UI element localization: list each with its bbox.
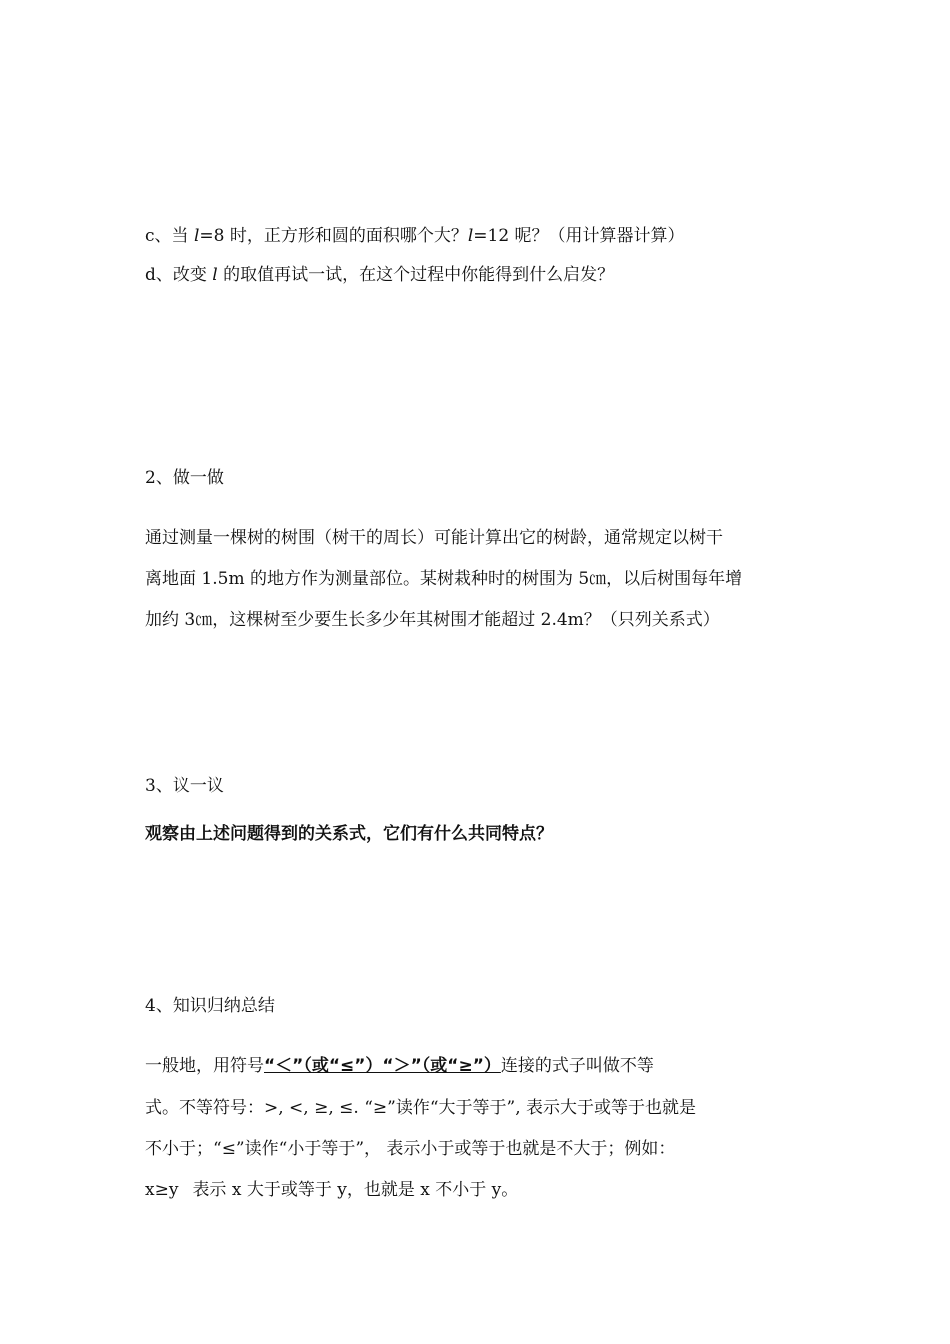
text: 连接的式子叫做不等 — [500, 1056, 654, 1076]
paragraph-line-2: 离地面 1.5m 的地方作为测量部位。某树栽种时的树围为 5㎝，以后树围每年增 — [145, 569, 743, 589]
text: =12 呢？（用计算器计算） — [473, 226, 685, 246]
heading-discuss: 3、议一议 — [145, 776, 224, 796]
summary-line-4 — [145, 1178, 518, 1202]
summary-line-3: 不小于；“≤”读作“小于等于”， 表示小于或等于也就是不大于；例如： — [145, 1139, 676, 1159]
question-c — [145, 224, 685, 248]
variable-l: l — [467, 226, 474, 246]
paragraph-line-3: 加约 3㎝，这棵树至少要生长多少年其树围才能超过 2.4m？（只列关系式） — [145, 610, 720, 630]
paragraph-line-1: 通过测量一棵树的树围（树干的周长）可能计算出它的树龄，通常规定以树干 — [145, 528, 723, 548]
text: c、当 — [145, 226, 194, 246]
text: d、改变 — [145, 265, 213, 285]
discussion-question: 观察由上述问题得到的关系式，它们有什么共同特点？ — [145, 824, 553, 844]
summary-line-1 — [145, 1054, 654, 1078]
question-d — [145, 263, 614, 287]
text: =8 时，正方形和圆的面积哪个大？ — [199, 226, 468, 246]
text: 的取值再试一试，在这个过程中你能得到什么启发？ — [217, 265, 615, 285]
example-expression: x≥y — [145, 1180, 179, 1200]
variable-l: l — [212, 265, 218, 285]
heading-do-it: 2、做一做 — [145, 468, 224, 488]
heading-summary: 4、知识归纳总结 — [145, 996, 275, 1016]
text: 一般地，用符号 — [145, 1056, 264, 1076]
text: 表示 x 大于或等于 y，也就是 x 不小于 y。 — [192, 1180, 519, 1200]
variable-l: l — [193, 226, 200, 246]
inequality-symbols: “＜”（或“≤”）“＞”（或“≥”） — [264, 1056, 501, 1076]
summary-line-2: 式。不等符号：>, <, ≥, ≤. “≥”读作“大于等于”, 表示大于或等于也就是 — [145, 1098, 697, 1118]
